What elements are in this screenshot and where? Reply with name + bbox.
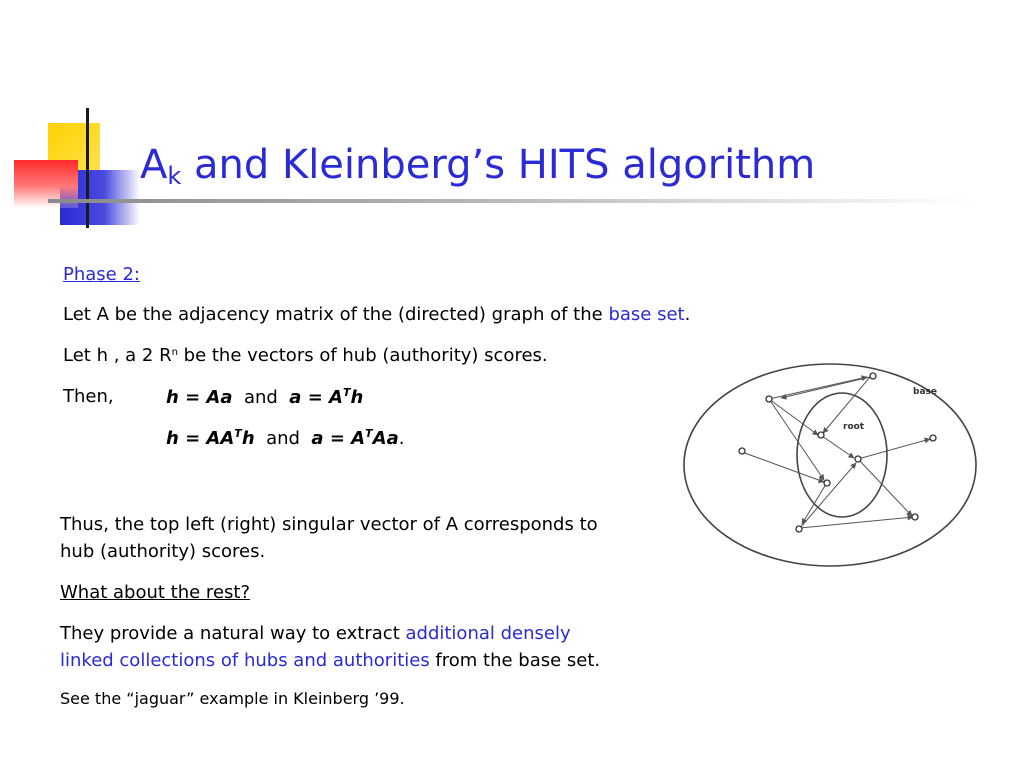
graph-node: [739, 448, 745, 454]
eq2-right: a = A: [311, 428, 366, 449]
graph-node: [855, 456, 861, 462]
adjacency-period: .: [684, 304, 691, 325]
vectors-superscript: n: [171, 347, 178, 358]
vectors-text-pre: Let h , a 2 R: [63, 345, 172, 366]
phase-heading: Phase 2:: [63, 264, 140, 285]
eq2-tail: h: [241, 428, 255, 449]
eq2-left: h = AA: [166, 428, 235, 449]
eq1-superscript: T: [343, 386, 351, 399]
eq2-superscript: T: [234, 427, 242, 440]
eq2-and: and: [266, 428, 300, 449]
eq1-left: h = Aa: [166, 387, 233, 408]
page-title: [140, 142, 815, 190]
graph-node: [930, 435, 936, 441]
decor-vertical-line: [86, 108, 89, 228]
provide-tail: from the base set.: [429, 650, 601, 671]
provide-text: They provide a natural way to extract: [60, 623, 406, 644]
graph-node: [870, 373, 876, 379]
provide-line-2: [60, 650, 600, 671]
phase-line-vectors: [63, 345, 548, 366]
graph-node: [824, 480, 830, 486]
edge: [781, 377, 870, 398]
graph-node: [766, 396, 772, 402]
base-root-graph: [680, 362, 980, 568]
eq2-superscript-2: T: [365, 427, 373, 440]
eq1-right: a = A: [289, 387, 343, 408]
graph-node: [818, 432, 824, 438]
equation-1: [166, 386, 363, 408]
then-label: Then,: [63, 386, 114, 407]
graph-nodes: [739, 373, 936, 532]
eq2-period: .: [398, 428, 405, 449]
question-line: What about the rest?: [60, 582, 251, 603]
edge: [822, 436, 854, 458]
title-rule: [48, 199, 978, 203]
edge: [742, 452, 824, 482]
phase-line-adjacency: [63, 304, 690, 325]
eq2-tail-2: Aa: [372, 428, 399, 449]
thus-line-1: Thus, the top left (right) singular vector of A corresponds to: [60, 514, 598, 535]
vectors-text-post: be the vectors of hub (authority) scores.: [177, 345, 548, 366]
base-label: base: [913, 387, 937, 397]
edge: [769, 399, 818, 435]
adjacency-text: Let A be the adjacency matrix of the (directed) graph of the: [63, 304, 609, 325]
edge: [769, 399, 824, 480]
edge: [800, 517, 913, 528]
graph-node: [796, 526, 802, 532]
base-set-link: base set: [608, 304, 685, 325]
graph-node: [912, 514, 918, 520]
title-rest: and Kleinberg’s HITS algorithm: [181, 142, 816, 188]
edge: [858, 439, 930, 459]
root-label: root: [843, 422, 865, 432]
jaguar-note: See the “jaguar” example in Kleinberg ’99.: [60, 689, 405, 708]
title-main: A: [140, 142, 168, 188]
eq1-tail: h: [350, 387, 364, 408]
edge: [769, 377, 867, 399]
title-subscript: k: [167, 162, 182, 190]
densely-link-part2: linked collections of hubs and authorities: [60, 650, 430, 671]
provide-line-1: [60, 623, 571, 644]
equation-2: [166, 427, 404, 449]
thus-line-2: hub (authority) scores.: [60, 541, 266, 562]
eq1-and: and: [243, 387, 278, 408]
densely-link-part1: additional densely: [405, 623, 571, 644]
